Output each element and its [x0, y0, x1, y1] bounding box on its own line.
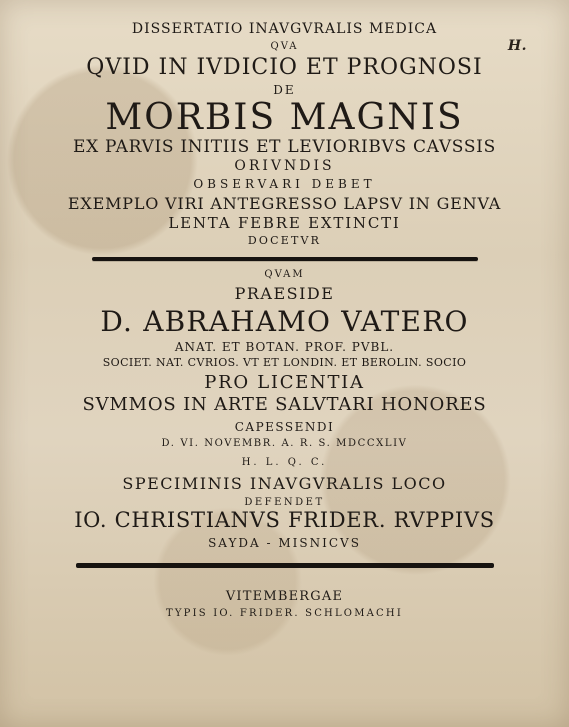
- title-line-10: LENTA FEBRE EXTINCTI: [168, 213, 401, 232]
- title-line-22: SPECIMINIS INAVGVRALIS LOCO: [122, 474, 447, 494]
- title-line-27: TYPIS IO. FRIDER. SCHLOMACHI: [166, 607, 403, 619]
- title-line-4: DE: [273, 83, 296, 98]
- title-line-24: IO. CHRISTIANVS FRIDER. RVPPIVS: [74, 508, 495, 533]
- title-line-20: D. VI. NOVEMBR. A. R. S. MDCCXLIV: [161, 438, 408, 450]
- title-line-3: QVID IN IVDICIO ET PROGNOSI: [86, 55, 483, 81]
- title-content: [28, 18, 541, 619]
- title-line-21: H. L. Q. C.: [241, 456, 328, 468]
- title-line-11: DOCETVR: [247, 234, 322, 248]
- divider-bottom: [76, 563, 494, 568]
- title-line-9: EXEMPLO VIRI ANTEGRESSO LAPSV IN GENVA: [67, 193, 502, 213]
- title-line-7: ORIVNDIS: [234, 157, 335, 174]
- handwritten-mark: H.: [507, 38, 527, 54]
- title-line-13: PRAESIDE: [234, 284, 335, 304]
- title-line-5: MORBIS MAGNIS: [105, 96, 464, 138]
- title-line-14: D. ABRAHAMO VATERO: [100, 305, 469, 339]
- title-line-25: SAYDA - MISNICVS: [208, 536, 361, 551]
- title-line-8: OBSERVARI DEBET: [193, 177, 376, 192]
- title-line-26: VITEMBERGAE: [225, 589, 344, 605]
- title-line-2: QVA: [270, 40, 299, 52]
- title-line-19: CAPESSENDI: [234, 419, 335, 434]
- title-line-6: EX PARVIS INITIIS ET LEVIORIBVS CAVSSIS: [73, 136, 496, 157]
- title-line-15: ANAT. ET BOTAN. PROF. PVBL.: [174, 339, 395, 354]
- title-line-17: PRO LICENTIA: [204, 371, 365, 393]
- title-line-16: SOCIET. NAT. CVRIOS. VT ET LONDIN. ET BEROLIN. SOCIO: [102, 356, 467, 370]
- divider-top: [92, 257, 478, 261]
- title-line-1: DISSERTATIO INAVGVRALIS MEDICA: [131, 21, 438, 37]
- title-line-18: SVMMOS IN ARTE SALVTARI HONORES: [82, 393, 487, 415]
- title-line-23: DEFENDET: [244, 496, 325, 508]
- title-line-12: QVAM: [264, 268, 305, 280]
